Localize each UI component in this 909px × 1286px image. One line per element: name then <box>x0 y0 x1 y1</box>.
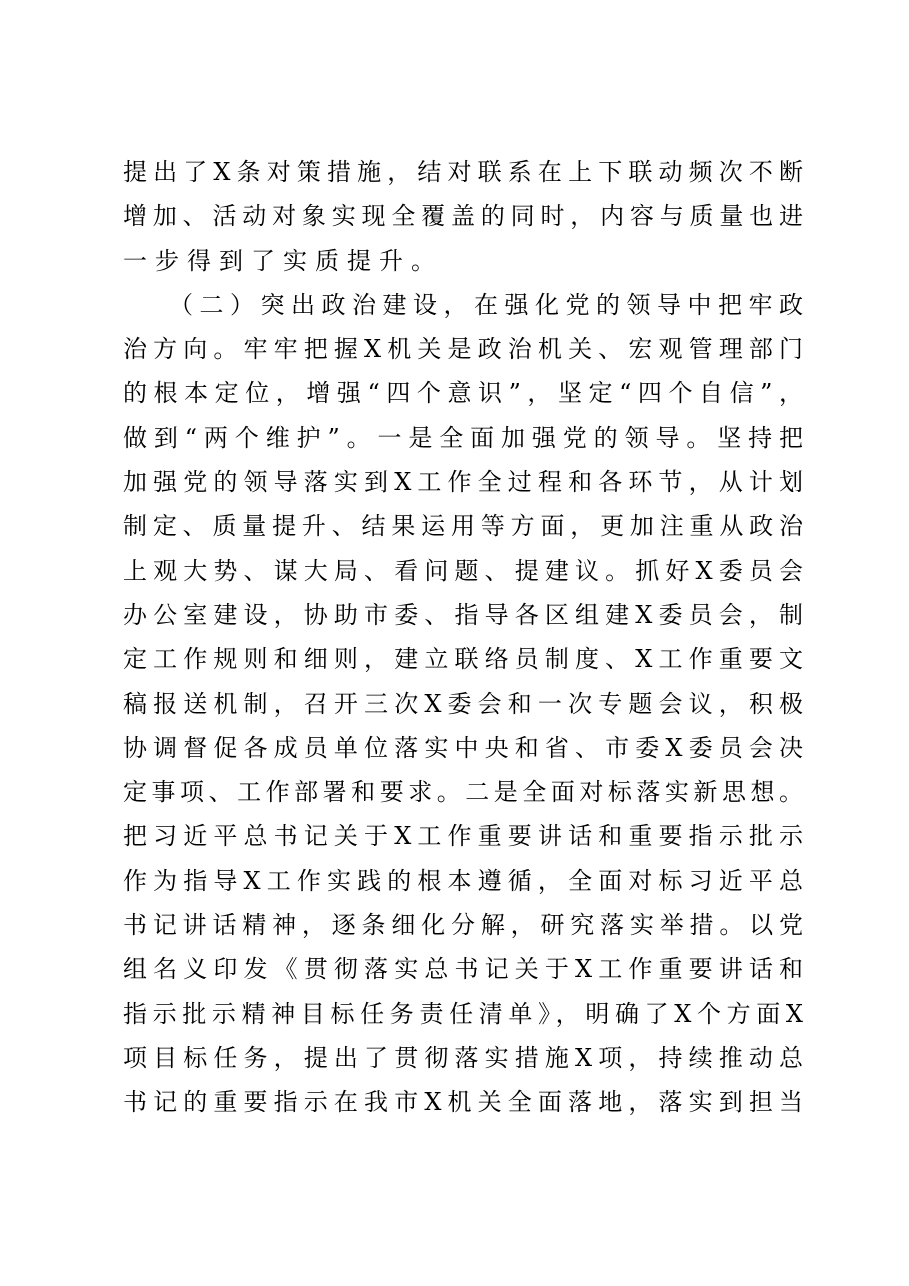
text-line-22: 书记的重要指示在我市X机关全面落地，落实到担当 <box>123 1088 803 1117</box>
section-heading-line: （二）突出政治建设，在强化党的领导中把牢政 <box>169 290 803 319</box>
text-line-1: 提出了X条对策措施，结对联系在上下联动频次不断 <box>123 158 803 186</box>
text-line-15: 定事项、工作部署和要求。二是全面对标落实新思想。 <box>123 778 803 807</box>
body-text <box>123 150 803 1125</box>
text-line-17: 作为指导X工作实践的根本遵循，全面对标习近平总 <box>123 866 803 895</box>
text-line-20: 指示批示精神目标任务责任清单》，明确了X个方面X <box>123 999 803 1028</box>
text-line-18: 书记讲话精神，逐条细化分解，研究落实举措。以党 <box>123 911 803 940</box>
text-line-21: 项目标任务，提出了贯彻落实措施X项，持续推动总 <box>123 1043 803 1072</box>
text-line-13: 稿报送机制，召开三次X委会和一次专题会议，积极 <box>123 689 803 718</box>
text-line-7: 做到“两个维护”。一是全面加强党的领导。坚持把 <box>123 423 803 452</box>
text-line-2: 增加、活动对象实现全覆盖的同时，内容与质量也进 <box>123 202 803 231</box>
text-line-9: 制定、质量提升、结果运用等方面，更加注重从政治 <box>123 512 803 541</box>
text-line-3: 一步得到了实质提升。 <box>123 246 443 275</box>
text-line-12: 定工作规则和细则，建立联络员制度、X工作重要文 <box>123 645 803 674</box>
text-line-5: 治方向。牢牢把握X机关是政治机关、宏观管理部门 <box>123 335 803 364</box>
text-line-14: 协调督促各成员单位落实中央和省、市委X委员会决 <box>123 733 803 762</box>
text-line-11: 办公室建设，协助市委、指导各区组建X委员会，制 <box>123 600 803 629</box>
text-line-16: 把习近平总书记关于X工作重要讲话和重要指示批示 <box>123 822 803 851</box>
text-line-19: 组名义印发《贯彻落实总书记关于X工作重要讲话和 <box>123 955 803 984</box>
text-line-10: 上观大势、谋大局、看问题、提建议。抓好X委员会 <box>123 556 803 585</box>
text-line-6: 的根本定位，增强“四个意识”，坚定“四个自信”， <box>123 379 803 408</box>
text-line-8: 加强党的领导落实到X工作全过程和各环节，从计划 <box>123 468 803 497</box>
